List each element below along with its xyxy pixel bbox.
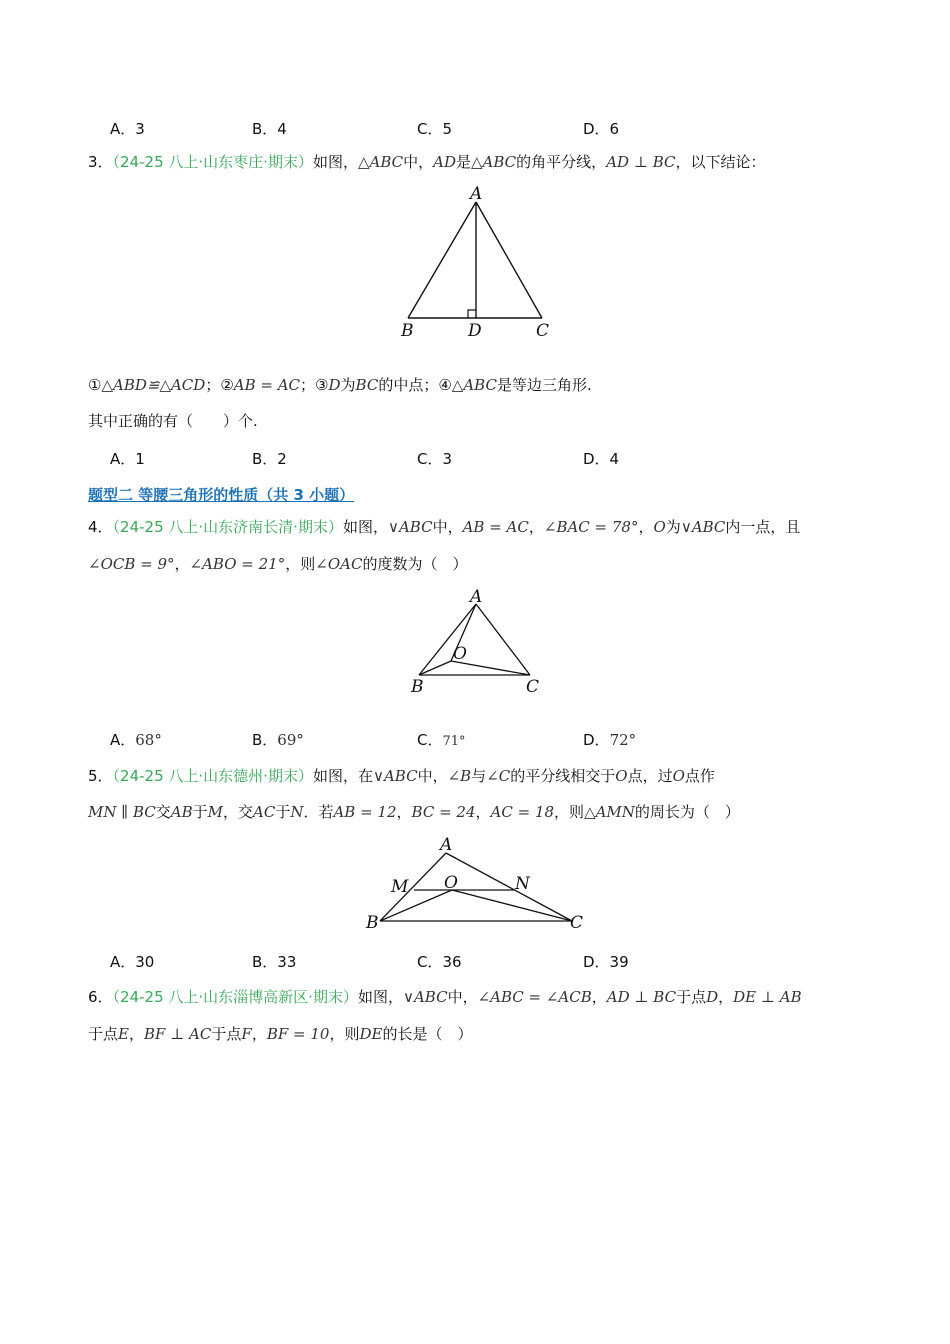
q4-label-o: O: [453, 644, 467, 664]
q6-text: ，则: [329, 1025, 360, 1043]
q3-math: AD ⊥ BC: [606, 153, 676, 171]
q5-side-ab: [380, 853, 446, 921]
q6-text: 于点: [676, 988, 707, 1006]
q3-text: 为: [340, 376, 356, 394]
q3-label-c: C: [536, 321, 550, 341]
q5-option-c[interactable]: C．36: [417, 953, 462, 971]
q5-math: ∠C: [486, 767, 511, 785]
q3-figure: [395, 182, 565, 342]
q4-option-d-value: 72°: [609, 731, 637, 749]
q4-side-ac: [476, 604, 530, 675]
right-angle-mark: [468, 310, 476, 318]
q6-text: ，: [591, 988, 607, 1006]
q4-label-a: A: [470, 587, 483, 607]
q5-math: ∨ABC: [372, 767, 418, 785]
q6-math: AD ⊥ BC: [606, 988, 677, 1006]
q5-math: MN ∥ BC: [88, 803, 156, 821]
q5-math: N: [290, 803, 304, 821]
q4-math: ∠ABO = 21°: [189, 555, 286, 573]
q3-math: △ABD≌△ACD: [101, 376, 206, 394]
q3-side-ab: [408, 202, 476, 318]
q5-text: ，: [396, 803, 412, 821]
q4-label-b: B: [411, 677, 424, 697]
q5-text: ，: [475, 803, 491, 821]
q5-text: 与: [471, 767, 487, 785]
q6-text: 于点: [88, 1025, 119, 1043]
q5-figure: [360, 833, 590, 933]
q5-math: AB = 12: [333, 803, 397, 821]
q5-math: M: [207, 803, 223, 821]
q3-side-ac: [476, 202, 542, 318]
q4-math: ∨ABC: [680, 518, 726, 536]
option-a[interactable]: A．3: [110, 120, 145, 138]
q5-text: 点作: [684, 767, 715, 785]
q4-option-d[interactable]: [583, 729, 636, 750]
q4-text: ，则: [285, 555, 316, 573]
q4-text: 中，: [432, 518, 463, 536]
q3-number: 3．: [88, 153, 113, 171]
q5-option-b[interactable]: B．33: [252, 953, 297, 971]
q5-source: （24-25 八上·山东德州·期末）: [112, 767, 313, 785]
q3-source: （24-25 八上·山东枣庄·期末）: [112, 153, 313, 171]
q6-text: 中，: [447, 988, 478, 1006]
q6-stem-line2: [88, 1023, 472, 1045]
q4-math: ∠OCB = 9°: [88, 555, 175, 573]
q3-text: ；②: [205, 376, 234, 394]
q5-stem-line2: [88, 801, 740, 823]
q5-text: 点，过: [627, 767, 673, 785]
q5-text: 的周长为（ ）: [634, 803, 740, 821]
q3-option-c[interactable]: C．3: [417, 450, 453, 468]
q4-option-b-letter: B．: [252, 731, 278, 749]
q4-option-c-letter: C．: [417, 731, 443, 749]
q4-text: 为: [665, 518, 681, 536]
q3-text: 如图，: [312, 153, 358, 171]
q3-label-d: D: [468, 321, 482, 341]
q3-text: 的中点；④: [378, 376, 452, 394]
q4-stem-line1: [88, 516, 800, 538]
q5-text: 中，: [417, 767, 448, 785]
q5-text: 的平分线相交于: [510, 767, 616, 785]
q3-math: △ABC: [451, 376, 497, 394]
q5-math: ∠B: [447, 767, 472, 785]
q4-figure: [400, 587, 560, 699]
q4-text: 如图，: [342, 518, 388, 536]
q5-text: 于: [192, 803, 208, 821]
q5-text: 如图，在: [312, 767, 373, 785]
q4-number: 4．: [88, 518, 113, 536]
q4-source: （24-25 八上·山东济南长清·期末）: [112, 518, 343, 536]
q4-text: ，: [528, 518, 544, 536]
q4-math: O: [653, 518, 666, 536]
q3-text: ，以下结论：: [675, 153, 766, 171]
q3-text: 的角平分线，: [516, 153, 607, 171]
q3-math: AD: [433, 153, 456, 171]
q3-label-a: A: [470, 184, 483, 204]
q3-math: D: [328, 376, 341, 394]
q4-text: 的度数为（ ）: [362, 555, 468, 573]
q5-math: O: [672, 767, 685, 785]
q3-text: 是等边三角形.: [496, 376, 592, 394]
q6-number: 6．: [88, 988, 113, 1006]
q3-text: 是: [456, 153, 472, 171]
q5-math: AC: [253, 803, 276, 821]
q5-math: △AMN: [584, 803, 635, 821]
q4-math: AB = AC: [462, 518, 529, 536]
q6-math: BF = 10: [266, 1025, 330, 1043]
q3-stem: [88, 151, 765, 173]
q5-text: ，交: [222, 803, 253, 821]
q5-math: BC = 24: [411, 803, 476, 821]
q6-stem-line1: [88, 986, 802, 1008]
q6-math: BF ⊥ AC: [143, 1025, 212, 1043]
q4-option-d-letter: D．: [583, 731, 610, 749]
q3-text: ①: [88, 376, 102, 394]
q3-option-a[interactable]: A．1: [110, 450, 145, 468]
q3-math: △ABC: [471, 153, 517, 171]
q6-text: ，: [128, 1025, 144, 1043]
q6-text: ，: [251, 1025, 267, 1043]
q3-option-d[interactable]: D．4: [583, 450, 620, 468]
q5-math: O: [615, 767, 628, 785]
q5-label-b: B: [366, 913, 379, 933]
q5-math: AB: [170, 803, 193, 821]
q5-option-a[interactable]: A．30: [110, 953, 155, 971]
q5-text: ．若: [303, 803, 334, 821]
q6-text: 的长是（ ）: [382, 1025, 473, 1043]
q6-text: 于点: [211, 1025, 242, 1043]
q4-option-b-value: 69°: [277, 731, 304, 749]
q6-math: E: [118, 1025, 129, 1043]
q4-option-a-letter: A．: [110, 731, 136, 749]
q6-math: F: [241, 1025, 252, 1043]
q5-label-n: N: [515, 874, 530, 894]
q4-math: ∠OAC: [315, 555, 363, 573]
q6-math: ∨ABC: [402, 988, 448, 1006]
option-d[interactable]: D．6: [583, 120, 620, 138]
q5-math: AC = 18: [490, 803, 555, 821]
option-c[interactable]: C．5: [417, 120, 453, 138]
q4-option-a-value: 68°: [135, 731, 162, 749]
q5-option-d[interactable]: D．39: [583, 953, 629, 971]
q4-label-c: C: [526, 677, 540, 697]
q6-source: （24-25 八上·山东淄博高新区·期末）: [112, 988, 358, 1006]
q5-text: 交: [155, 803, 171, 821]
q4-text: 内一点，且: [725, 518, 801, 536]
q5-text: ，则: [554, 803, 585, 821]
q6-math: ∠ABC = ∠ACB: [477, 988, 592, 1006]
q5-label-m: M: [391, 877, 409, 897]
q5-text: 于: [275, 803, 291, 821]
q5-label-c: C: [570, 913, 584, 933]
q3-text: ；③: [300, 376, 329, 394]
q5-stem-line1: [88, 765, 715, 787]
q3-question: 其中正确的有（ ）个.: [88, 412, 258, 430]
q6-text: 如图，: [357, 988, 403, 1006]
q4-math: ∨ABC: [387, 518, 433, 536]
q3-math: △ABC: [357, 153, 404, 171]
q5-number: 5．: [88, 767, 113, 785]
q4-option-b[interactable]: [252, 729, 304, 750]
q3-label-b: B: [401, 321, 414, 341]
section-heading[interactable]: 题型二 等腰三角形的性质（共 3 小题）: [88, 486, 355, 504]
q4-option-a[interactable]: [110, 729, 162, 750]
q6-math: DE: [359, 1025, 383, 1043]
q4-option-c-value: 71°: [442, 734, 466, 749]
q3-option-b[interactable]: B．2: [252, 450, 287, 468]
q4-text: ，: [638, 518, 654, 536]
q5-segment-co: [452, 890, 572, 921]
q5-side-ac: [446, 853, 572, 921]
q3-math: AB = AC: [233, 376, 301, 394]
q3-math: BC: [355, 376, 379, 394]
q4-option-c[interactable]: [417, 729, 466, 750]
q3-text: 中，: [403, 153, 434, 171]
option-b[interactable]: B．4: [252, 120, 287, 138]
q3-statements: [88, 374, 592, 396]
q5-label-a: A: [440, 835, 453, 855]
q6-math: D: [706, 988, 719, 1006]
q6-text: ，: [718, 988, 734, 1006]
q6-math: DE ⊥ AB: [733, 988, 802, 1006]
q5-label-o: O: [444, 873, 458, 893]
q4-stem-line2: [88, 553, 467, 575]
q4-text: ，: [174, 555, 190, 573]
q4-math: ∠BAC = 78°: [543, 518, 639, 536]
